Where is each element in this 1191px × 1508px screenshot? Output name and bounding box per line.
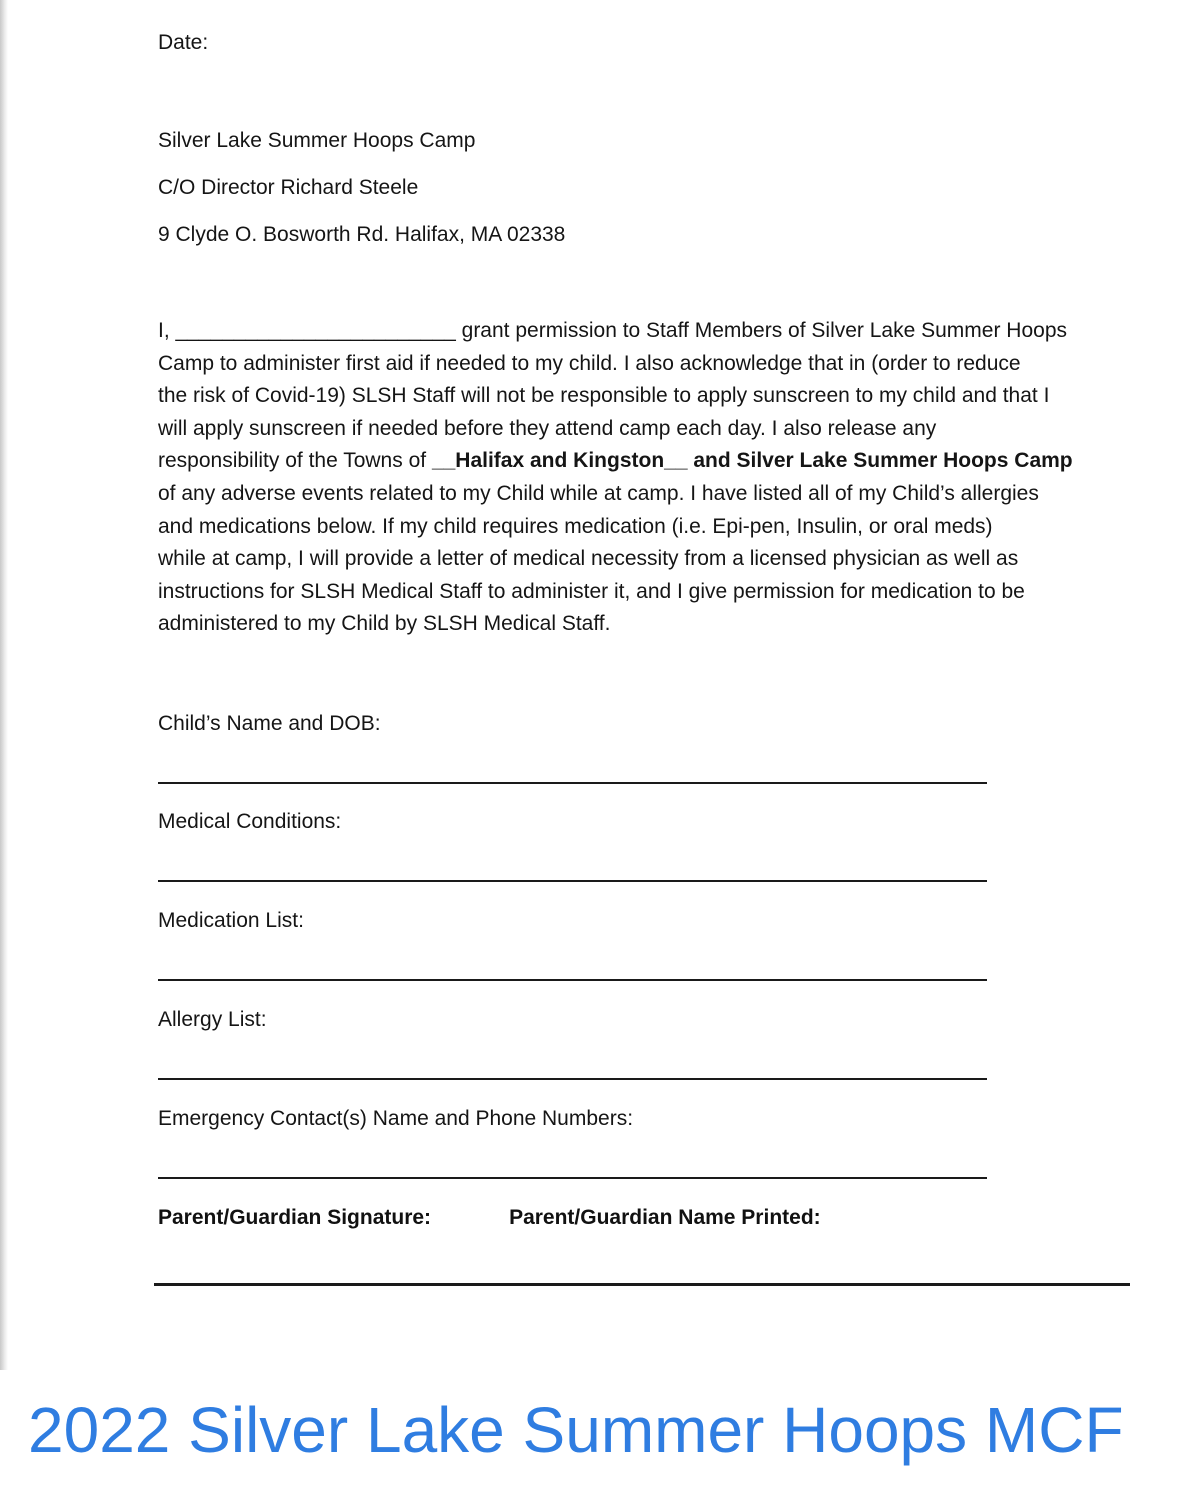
paragraph-line: Camp to administer first aid if needed to my child. I also acknowledge that in (order to reduce bbox=[158, 351, 1021, 375]
paragraph-line: and medications below. If my child requires medication (i.e. Epi-pen, Insulin, or oral meds) bbox=[158, 514, 993, 538]
paragraph-line: instructions for SLSH Medical Staff to administer it, and I give permission for medication to be bbox=[158, 579, 1025, 603]
signature-row bbox=[158, 1202, 821, 1234]
signature-line[interactable] bbox=[154, 1283, 1130, 1286]
paragraph-line: will apply sunscreen if needed before they attend camp each day. I also release any bbox=[158, 416, 937, 440]
address-line-3: 9 Clyde O. Bosworth Rd. Halifax, MA 02338 bbox=[158, 223, 566, 246]
paragraph-line: administered to my Child by SLSH Medical Staff. bbox=[158, 612, 611, 636]
paragraph-line: of any adverse events related to my Child while at camp. I have listed all of my Child’s allergies bbox=[158, 481, 1039, 505]
date-label: Date: bbox=[158, 31, 209, 54]
footer-title: 2022 Silver Lake Summer Hoops MCF bbox=[28, 1394, 1124, 1466]
medication-list-label: Medication List: bbox=[158, 909, 304, 932]
guardian-signature-label: Parent/Guardian Signature: bbox=[158, 1206, 432, 1229]
child-name-dob-label: Child’s Name and DOB: bbox=[158, 712, 381, 735]
address-line-1: Silver Lake Summer Hoops Camp bbox=[158, 129, 476, 152]
permission-paragraph bbox=[158, 315, 1133, 641]
medication-list-line[interactable] bbox=[158, 979, 987, 981]
guardian-name-printed-label: Parent/Guardian Name Printed: bbox=[509, 1206, 821, 1229]
medical-conditions-line[interactable] bbox=[158, 880, 987, 882]
paragraph-line: the risk of Covid-19) SLSH Staff will not be responsible to apply sunscreen to my child and that I bbox=[158, 384, 1050, 408]
child-name-dob-line[interactable] bbox=[158, 782, 987, 784]
towns-bold-text: __Halifax and Kingston__ and Silver Lake Summer Hoops Camp bbox=[431, 449, 1073, 473]
address-line-2: C/O Director Richard Steele bbox=[158, 176, 419, 199]
emergency-contact-line[interactable] bbox=[158, 1177, 987, 1179]
allergy-list-line[interactable] bbox=[158, 1078, 987, 1080]
emergency-contact-label: Emergency Contact(s) Name and Phone Numbers: bbox=[158, 1107, 634, 1130]
paragraph-line bbox=[158, 445, 1133, 478]
paragraph-line: I, ________________________ grant permission to Staff Members of Silver Lake Summer Hoops bbox=[158, 319, 1067, 342]
allergy-list-label: Allergy List: bbox=[158, 1008, 267, 1031]
paragraph-line: while at camp, I will provide a letter of medical necessity from a licensed physician as well as bbox=[158, 547, 1019, 571]
paragraph-text: responsibility of the Towns of bbox=[158, 449, 432, 473]
medical-conditions-label: Medical Conditions: bbox=[158, 810, 342, 833]
